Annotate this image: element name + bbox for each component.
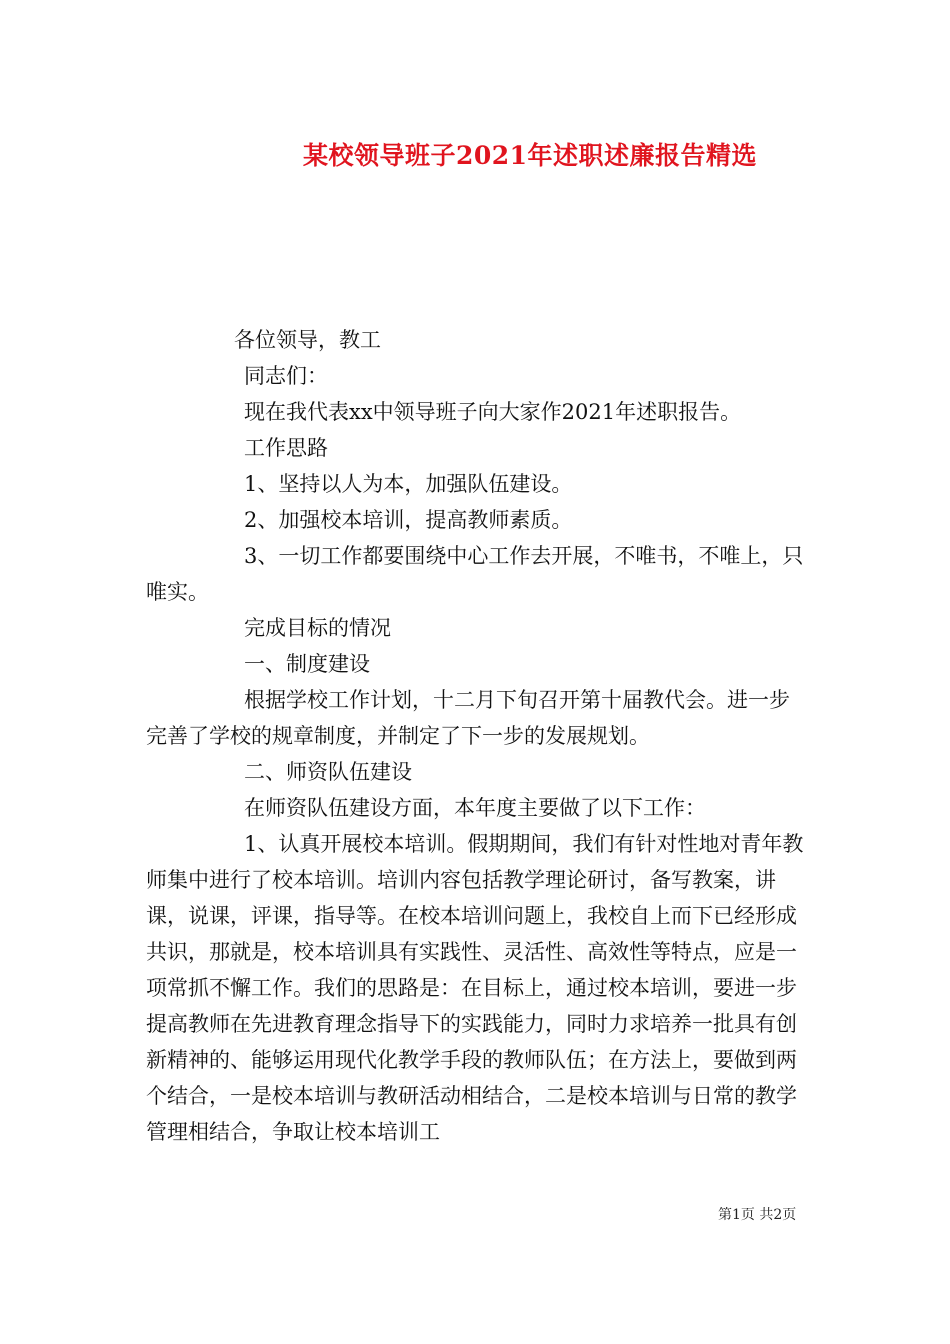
page-number-footer: 第1页 共2页 bbox=[718, 1207, 797, 1223]
paragraph: 1、认真开展校本培训。假期期间，我们有针对性地对青年教师集中进行了校本培训。培训内容包括教学理论研讨，备写教案，讲课，说课，评课，指导等。在校本培训问题上，我校自上而下已经形成共识，那就是，校本培训具有实践性、灵活性、高效性等特点，应是一项常抓不懈工作。我们的思路是：在目标上，通过校本培训，要进一步提高教师在先进教育理念指导下的实践能力，同时力求培养一批具有创新精神的、能够运用现代化教学手段的教师队伍；在方法上，要做到两个结合，一是校本培训与教研活动相结合，二是校本培训与日常的教学管理相结合，争取让校本培训工 bbox=[146, 832, 804, 1144]
section-heading: 工作思路 bbox=[244, 436, 328, 460]
document-title: 某校领导班子2021年述职述廉报告精选 bbox=[302, 141, 758, 170]
paragraph: 3、一切工作都要围绕中心工作去开展，不唯书，不唯上，只唯实。 bbox=[146, 544, 804, 604]
paragraph: 2、加强校本培训，提高教师素质。 bbox=[244, 508, 573, 532]
paragraph: 现在我代表xx中领导班子向大家作2021年述职报告。 bbox=[244, 400, 742, 424]
paragraph: 在师资队伍建设方面，本年度主要做了以下工作： bbox=[244, 796, 706, 820]
section-heading: 一、制度建设 bbox=[244, 652, 370, 676]
section-heading: 完成目标的情况 bbox=[244, 616, 391, 640]
salutation-line-2: 同志们： bbox=[244, 364, 328, 388]
paragraph: 根据学校工作计划，十二月下旬召开第十届教代会。进一步完善了学校的规章制度，并制定了下一步的发展规划。 bbox=[146, 688, 790, 748]
salutation-line-1: 各位领导，教工 bbox=[234, 328, 381, 352]
paragraph: 1、坚持以人为本，加强队伍建设。 bbox=[244, 472, 573, 496]
document-body bbox=[146, 322, 810, 1150]
section-heading: 二、师资队伍建设 bbox=[244, 760, 412, 784]
